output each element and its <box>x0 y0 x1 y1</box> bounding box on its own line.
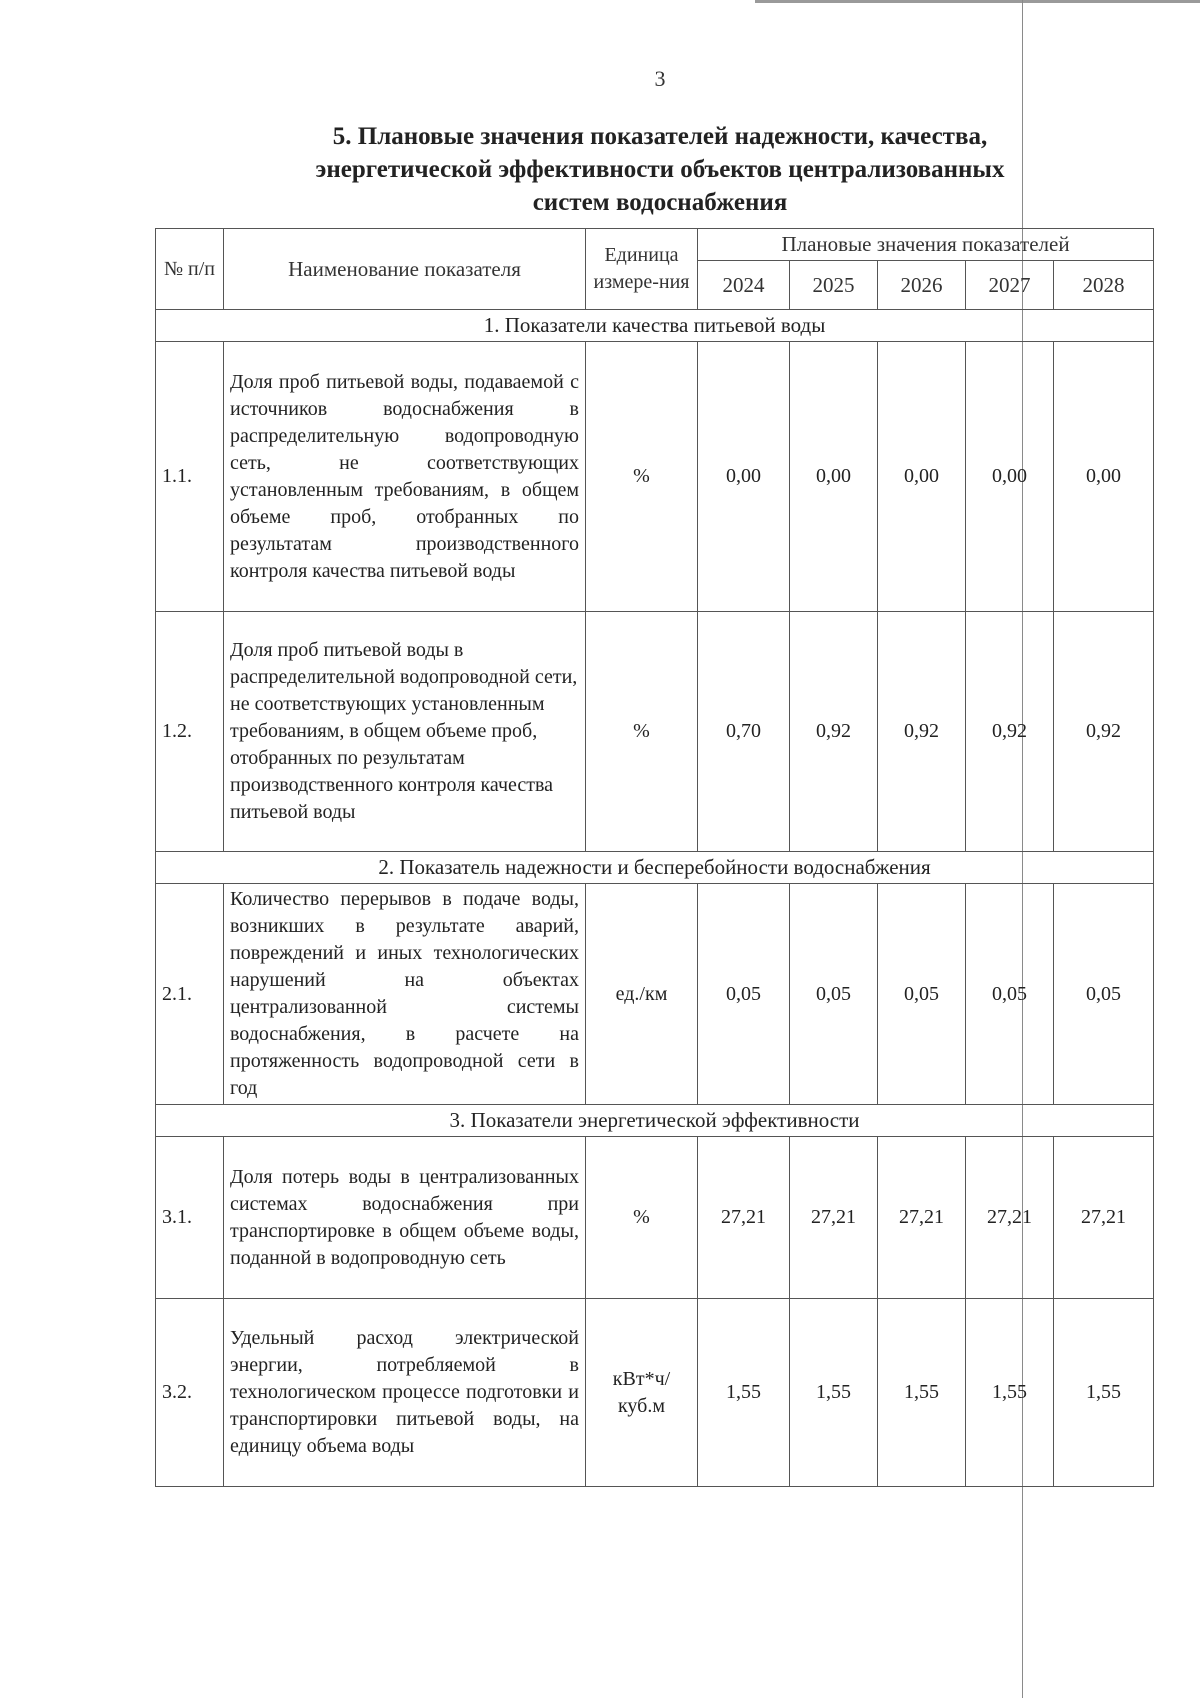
row-value-2024: 0,70 <box>698 612 790 852</box>
header-unit: Единица измере-ния <box>586 229 698 310</box>
header-planned-values: Плановые значения показателей <box>698 229 1154 261</box>
row-value-2026: 0,05 <box>878 884 966 1105</box>
table-row <box>156 612 1154 852</box>
header-year-2025: 2025 <box>790 261 878 310</box>
table-row <box>156 884 1154 1105</box>
section-title-reliability: 2. Показатель надежности и бесперебойности водоснабжения <box>156 852 1154 884</box>
scan-artifact-top-line <box>755 0 1200 3</box>
row-indicator-name: Доля проб питьевой воды в распределительной водопроводной сети, не соответствующих установленным требованиям, в общем объеме проб, отобранных по результатам производственного контроля качества питьевой воды <box>224 612 586 852</box>
row-value-2027: 27,21 <box>966 1137 1054 1299</box>
page-number: 3 <box>654 66 666 91</box>
row-unit: % <box>586 1137 698 1299</box>
row-value-2026: 27,21 <box>878 1137 966 1299</box>
document-title <box>240 120 1080 219</box>
header-num: № п/п <box>156 229 224 310</box>
row-value-2025: 0,92 <box>790 612 878 852</box>
header-year-2028: 2028 <box>1054 261 1154 310</box>
row-num: 3.1. <box>156 1137 224 1299</box>
row-indicator-name: Удельный расход электрической энергии, потребляемой в технологическом процессе подготовки и транспортировки питьевой воды, на единицу объема воды <box>224 1299 586 1487</box>
row-unit: % <box>586 342 698 612</box>
row-value-2025: 1,55 <box>790 1299 878 1487</box>
header-year-2026: 2026 <box>878 261 966 310</box>
row-value-2024: 1,55 <box>698 1299 790 1487</box>
header-year-2024: 2024 <box>698 261 790 310</box>
table-body <box>156 310 1154 1487</box>
row-value-2028: 27,21 <box>1054 1137 1154 1299</box>
row-value-2025: 27,21 <box>790 1137 878 1299</box>
table-row <box>156 1137 1154 1299</box>
section-row <box>156 1105 1154 1137</box>
table-row <box>156 342 1154 612</box>
header-year-2027: 2027 <box>966 261 1054 310</box>
section-row <box>156 310 1154 342</box>
row-value-2028: 0,92 <box>1054 612 1154 852</box>
row-num: 1.2. <box>156 612 224 852</box>
row-num: 2.1. <box>156 884 224 1105</box>
row-value-2026: 0,00 <box>878 342 966 612</box>
section-row <box>156 852 1154 884</box>
row-value-2025: 0,00 <box>790 342 878 612</box>
header-row-1 <box>156 229 1154 261</box>
section-title-quality: 1. Показатели качества питьевой воды <box>156 310 1154 342</box>
row-value-2025: 0,05 <box>790 884 878 1105</box>
row-value-2028: 0,00 <box>1054 342 1154 612</box>
row-value-2024: 0,05 <box>698 884 790 1105</box>
row-value-2024: 0,00 <box>698 342 790 612</box>
row-unit: % <box>586 612 698 852</box>
title-line-1: 5. Плановые значения показателей надежности, качества, <box>332 123 988 150</box>
row-indicator-name: Количество перерывов в подаче воды, возникших в результате аварий, повреждений и иных технологических нарушений на объектах централизованной системы водоснабжения, в расчете на протяженность водопроводной сети в год <box>224 884 586 1105</box>
row-unit: ед./км <box>586 884 698 1105</box>
title-line-3: систем водоснабжения <box>532 189 788 216</box>
row-indicator-name: Доля проб питьевой воды, подаваемой с источников водоснабжения в распределительную водопроводную сеть, не соответствующих установленным требованиям, в общем объеме проб, отобранных по результатам производственного контроля качества питьевой воды <box>224 342 586 612</box>
header-name: Наименование показателя <box>224 229 586 310</box>
row-num: 1.1. <box>156 342 224 612</box>
row-value-2028: 0,05 <box>1054 884 1154 1105</box>
row-value-2024: 27,21 <box>698 1137 790 1299</box>
indicators-table <box>155 228 1154 1487</box>
title-line-2: энергетической эффективности объектов централизованных <box>315 156 1005 183</box>
row-value-2027: 1,55 <box>966 1299 1054 1487</box>
row-value-2026: 0,92 <box>878 612 966 852</box>
row-value-2027: 0,00 <box>966 342 1054 612</box>
row-value-2027: 0,05 <box>966 884 1054 1105</box>
section-title-energy: 3. Показатели энергетической эффективности <box>156 1105 1154 1137</box>
row-value-2026: 1,55 <box>878 1299 966 1487</box>
row-unit: кВт*ч/ куб.м <box>586 1299 698 1487</box>
row-value-2027: 0,92 <box>966 612 1054 852</box>
row-num: 3.2. <box>156 1299 224 1487</box>
row-indicator-name: Доля потерь воды в централизованных системах водоснабжения при транспортировке в общем объеме воды, поданной в водопроводную сеть <box>224 1137 586 1299</box>
table-row <box>156 1299 1154 1487</box>
row-value-2028: 1,55 <box>1054 1299 1154 1487</box>
table-header <box>156 229 1154 310</box>
